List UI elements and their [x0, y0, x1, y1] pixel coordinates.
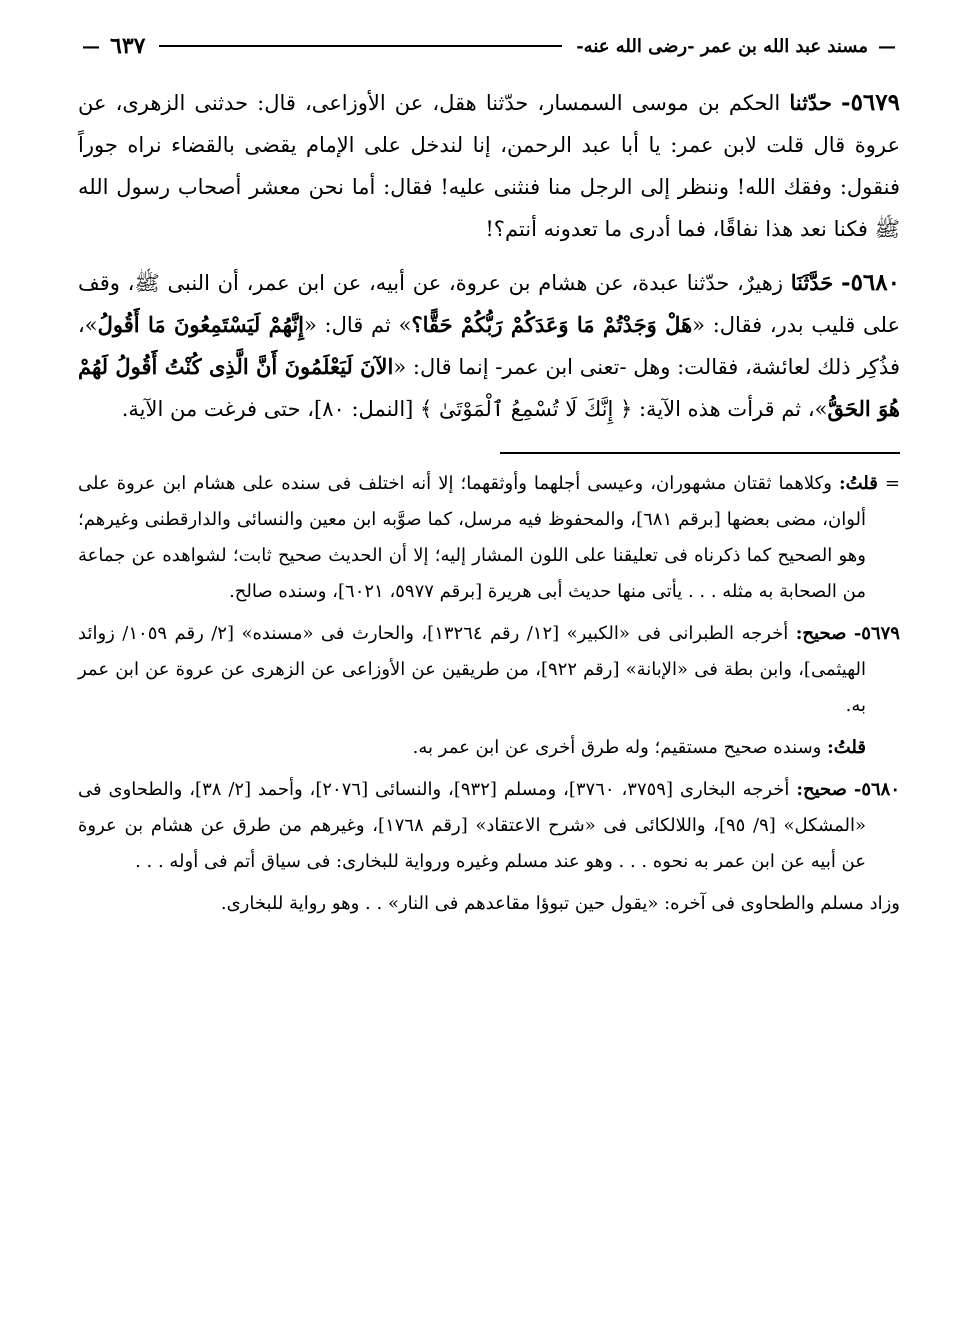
footnote-number: ٥٦٨٠-	[853, 779, 900, 800]
hadith-text-part: » ثم قال: «	[304, 313, 412, 337]
hadith-lead: حَدَّثَنَا	[790, 270, 834, 295]
continuation-marker: =	[884, 473, 900, 494]
header-rule	[159, 45, 562, 47]
header-dash-left: —	[82, 35, 100, 57]
footnote-text: أخرجه الطبرانى فى «الكبير» [١٢/ رقم ١٣٢٦٤]، والحارث فى «مسنده» [٢/ رقم ١٠٥٩/ زوائد الهيثمى]، وابن بطة فى «الإبانة» [رقم ٩٢٢]، من طريقين عن الأوزاعى عن الزهرى عن عروة عن ابن عمر به.	[78, 623, 866, 716]
qultu-label: قلتُ:	[827, 737, 866, 758]
hadith-number: ٥٦٧٩-	[841, 89, 900, 116]
hadith-quote: الآنَ لَيَعْلَمُونَ أَنَّ الَّذِى كُنْتُ أَقُولُ لَهُمْ هُوَ الحَقُّ	[78, 354, 900, 421]
hadith-text: الحكم بن موسى السمسار، حدّثنا هقل، عن الأوزاعى، قال: حدثنى الزهرى، عن عروة قال قلت لابن عمر: يا أبا عبد الرحمن، إنا لندخل على الإمام يقضى بالقضاء نراه جوراً فنقول: وفقك الله! وننظر إلى الرجل منا فنثنى عليه! فقال: أما نحن معشر أصحاب رسول الله ﷺ فكنا نعد هذا نفاقًا، فما أدرى ما تعدونه أنتم؟!	[78, 91, 900, 241]
footnote-5680	[78, 772, 900, 880]
footnote-grade: صحيح:	[795, 623, 847, 644]
footnote-text: أخرجه البخارى [٣٧٥٩، ٣٧٦٠]، ومسلم [٩٣٢]، والنسائى [٢٠٧٦]، وأحمد [٢/ ٣٨]، والطحاوى فى «المشكل» [٩/ ٩٥]، واللالكائى فى «شرح الاعتقاد» [رقم ١٧٦٨]، وغيرهم من طرق عن هشام بن عروة عن أبيه عن ابن عمر به نحوه . . . وهو عند مسلم وغيره ورواية للبخارى: فى سياق أتم فى أوله . . .	[78, 779, 866, 872]
hadith-quote: إِنَّهُمْ لَيَسْتَمِعُونَ مَا أَقُولُ	[97, 312, 304, 337]
hadith-lead: حدّثنا	[789, 90, 832, 115]
hadith-number: ٥٦٨٠-	[841, 269, 900, 296]
hadith-text-part: »، ثم قرأت هذه الآية: ﴿ إِنَّكَ لَا تُسْمِعُ ٱلْمَوْتَىٰ ﴾ [النمل: ٨٠]، حتى فرغت من الآية.	[121, 397, 828, 421]
footnote-5679	[78, 616, 900, 724]
footnote-grade: صحيح:	[796, 779, 847, 800]
hadith-text-part: »، فذُكِر ذلك لعائشة، فقالت: وهل -تعنى ابن عمر- إنما قال: «	[78, 313, 900, 379]
qultu-text: وسنده صحيح مستقيم؛ وله طرق أخرى عن ابن عمر به.	[412, 737, 822, 758]
main-text	[78, 82, 900, 430]
hadith-quote: هَلْ وَجَدْتُمْ مَا وَعَدَكُمْ رَبُّكُمْ حَقًّا؟	[411, 312, 693, 337]
footnote-continuation	[78, 466, 900, 610]
footnote-extra-text: وزاد مسلم والطحاوى فى آخره: «يقول حين تبوؤا مقاعدهم فى النار» . . وهو رواية للبخارى.	[220, 893, 900, 914]
header-title: مسند عبد الله بن عمر -رضى الله عنه-	[576, 35, 868, 57]
footnotes	[78, 466, 900, 922]
header-dash-right: —	[878, 35, 896, 57]
continuation-text: وكلاهما ثقتان مشهوران، وعيسى أجلهما وأوثقهما؛ إلا أنه اختلف فى سنده على هشام ابن عروة على ألوان، مضى بعضها [برقم ٦٨١]، والمحفوظ فيه مرسل، كما صوَّبه ابن معين والنسائى والدارقطنى وغيرهم؛ وهو الصحيح كما ذكرناه فى تعليقنا على اللون المشار إليه؛ إلا أن الحديث صحيح ثابت؛ لشواهده عن جماعة من الصحابة به مثله . . . يأتى منها حديث أبى هريرة [برقم ٥٩٧٧، ٦٠٢١]، وسنده صالح.	[78, 473, 866, 602]
qultu-label: قلتُ:	[838, 473, 878, 494]
hadith-5679	[78, 82, 900, 250]
footnote-5679-qultu	[78, 730, 900, 766]
footnote-separator	[500, 452, 900, 454]
page-number: ٦٣٧	[110, 33, 146, 59]
hadith-5680	[78, 262, 900, 430]
hadith-text-part: زهيرٌ، حدّثنا عبدة، عن هشام بن عروة، عن أبيه، عن ابن عمر، أن النبى ﷺ، وقف على قليب بدر، فقال: «	[78, 271, 900, 337]
page-header	[78, 28, 900, 64]
footnote-number: ٥٦٧٩-	[853, 623, 900, 644]
footnote-5680-extra	[78, 886, 900, 922]
